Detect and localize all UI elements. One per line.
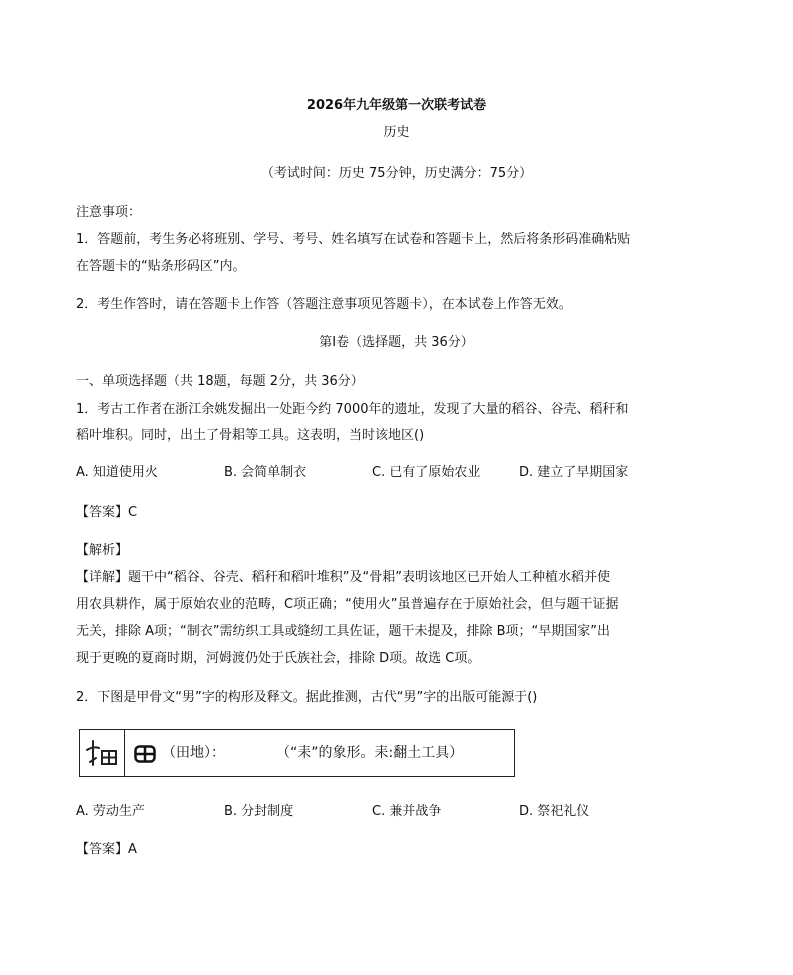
figure-tian-label: （田地）： <box>162 745 225 761</box>
q1-option-a: A. 知道使用火 <box>76 465 158 480</box>
notes-heading: 注意事项： <box>76 205 142 220</box>
q1-detail-line1: 【详解】题干中“稻谷、谷壳、稻秆和稻叶堆积”及“骨耜”表明该地区已开始人工种植水稻并使 <box>76 570 610 585</box>
q1-option-c: C. 已有了原始农业 <box>372 465 481 480</box>
notes-item1-line1: 1．答题前，考生务必将班别、学号、考号、姓名填写在试卷和答题卡上，然后将条形码准确粘贴 <box>76 232 631 247</box>
figure-lei-label: （“耒”的象形。耒:翻土工具） <box>276 745 464 761</box>
q2-answer: 【答案】A <box>76 842 137 857</box>
oracle-bone-figure <box>79 729 515 777</box>
volume-title: 第Ⅰ卷（选择题，共 36分） <box>319 335 474 350</box>
subject-title: 历史 <box>383 125 410 140</box>
q1-stem-line1: 1．考古工作者在浙江余姚发掘出一处距今约 7000年的遗址，发现了大量的稻谷、谷壳、稻秆和 <box>76 402 629 417</box>
q2-option-b: B. 分封制度 <box>224 804 294 819</box>
q2-stem: 2．下图是甲骨文“男”字的构形及释文。据此推测，古代“男”字的出版可能源于() <box>76 690 538 705</box>
q2-option-d: D. 祭祀礼仪 <box>519 804 590 819</box>
q1-detail-line2: 用农具耕作，属于原始农业的范畴，C项正确；“使用火”虽普遍存在于原始社会，但与题干证据 <box>76 597 619 612</box>
oracle-bone-tian-glyph <box>134 745 156 763</box>
exam-info: （考试时间：历史 75分钟，历史满分：75分） <box>260 166 533 181</box>
q1-detail-line4: 现于更晚的夏商时期，河姆渡仍处于氏族社会，排除 D项。故选 C项。 <box>76 651 481 666</box>
q1-option-d: D. 建立了早期国家 <box>519 465 629 480</box>
q1-answer: 【答案】C <box>76 505 138 520</box>
q2-option-a: A. 劳动生产 <box>76 804 145 819</box>
figure-divider <box>124 730 125 776</box>
q1-detail-line3: 无关，排除 A项；“制衣”需纺织工具或缝纫工具佐证，题干未提及，排除 B项；“早期国家”出 <box>76 624 611 639</box>
oracle-bone-nan-glyph <box>84 738 120 768</box>
q1-option-b: B. 会简单制衣 <box>224 465 307 480</box>
q2-option-c: C. 兼并战争 <box>372 804 442 819</box>
q1-analysis-label: 【解析】 <box>76 543 129 558</box>
notes-item1-line2: 在答题卡的“贴条形码区”内。 <box>76 259 246 274</box>
exam-title: 2026年九年级第一次联考试卷 <box>306 98 487 113</box>
notes-item2: 2．考生作答时，请在答题卡上作答（答题注意事项见答题卡），在本试卷上作答无效。 <box>76 297 572 312</box>
part-title: 一、单项选择题（共 18题，每题 2分，共 36分） <box>76 374 364 389</box>
q1-stem-line2: 稻叶堆积。同时，出土了骨耜等工具。这表明，当时该地区() <box>76 428 425 443</box>
